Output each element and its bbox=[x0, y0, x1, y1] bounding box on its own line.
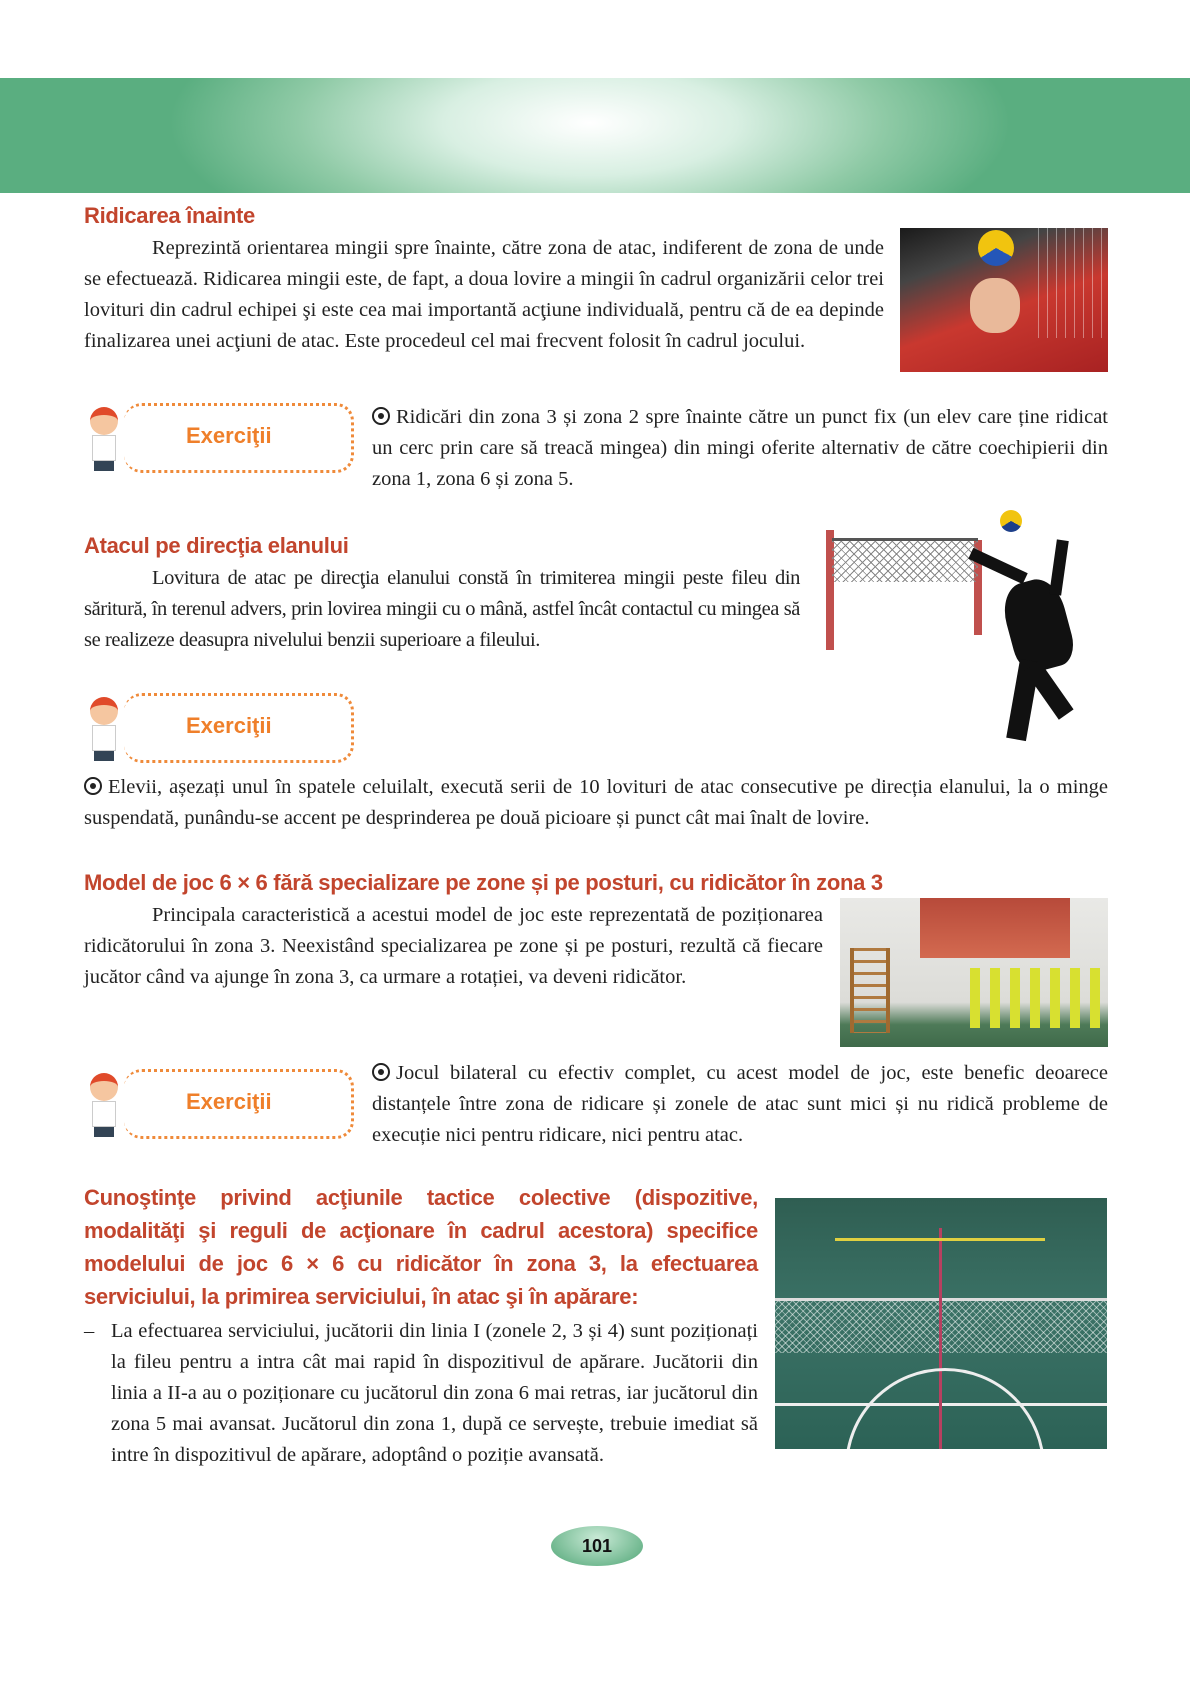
exercise-label: Exerciţii bbox=[186, 423, 272, 448]
exercise-text: Jocul bilateral cu efectiv complet, cu acest model de joc, este benefic deoarece distanțele între zona de ridicare și zonele de atac sunt mici și nu ridică probleme de execuție nici pentru ridicare, nici pentru atac. bbox=[372, 1062, 1108, 1146]
page-number: 101 bbox=[551, 1526, 643, 1566]
bullet-text: La efectuarea serviciului, jucătorii din linia I (zonele 2, 3 și 4) sunt poziționați la fileu pentru a intra cât mai rapid în dispozitivul de apărare. Jucătorii din linia a II-a au o poziționare cu jucătorul din zona 6 mai retras, iar jucătorul din zona 5 mai avansat. Jucătorul din zona 1, după ce servește, trebuie imediat să intre în dispozitivul de apărare, adoptând o poziție avansată. bbox=[111, 1320, 758, 1466]
photo-volleyball-court bbox=[775, 1198, 1107, 1449]
bullet-dash: – bbox=[84, 1320, 95, 1342]
header-banner bbox=[0, 78, 1190, 193]
paragraph-ridicarea: Reprezintă orientarea mingii spre înainte, către zona de atac, indiferent de zona de unde se efectuează. Ridicarea mingii este, de fapt, a doua lovire a mingii în cadrul organizării celor trei lovituri din cadrul echipei şi este cea mai importantă acţiune individuală, pentru că de ea depinde finalizarea unei acţiuni de atac. Este procedeul cel mai frecvent folosit în cadrul jocului. bbox=[84, 237, 884, 352]
photo-gym-team bbox=[840, 898, 1108, 1047]
illustration-attack-silhouette bbox=[818, 480, 1098, 757]
exercise-label: Exerciţii bbox=[186, 1089, 272, 1114]
volleyball-icon bbox=[84, 777, 102, 795]
heading-model-joc: Model de joc 6 × 6 fără specializare pe zone și pe posturi, cu ridicător în zona 3 bbox=[84, 870, 883, 895]
heading-atacul: Atacul pe direcţia elanului bbox=[84, 533, 349, 558]
exercise-text-3 bbox=[372, 1058, 1108, 1151]
volleyball-icon bbox=[372, 407, 390, 425]
exercise-text: Ridicări din zona 3 și zona 2 spre înainte către un punct fix (un elev care ține ridicat un cerc prin care să treacă mingea) din mingi oferite alternativ de către coechipierii din zona 1, zona 6 și zona 5. bbox=[372, 406, 1108, 490]
exercise-badge-3 bbox=[84, 1069, 356, 1141]
paragraph-atacul: Lovitura de atac pe direcţia elanului constă în trimiterea mingii peste fileu din săritură, în terenul advers, prin lovirea mingii cu o mână, astfel încât contactul cu mingea să se realizeze deasupra nivelului benzii superioare a fileului. bbox=[84, 567, 800, 651]
heading-ridicarea: Ridicarea înainte bbox=[84, 203, 255, 228]
paragraph-model-joc: Principala caracteristică a acestui model de joc este reprezentată de poziționarea ridicătorului în zona 3. Neexistând specializarea pe zone și pe posturi, rezultă că fiecare jucător când va ajunge în zona 3, ca urmare a rotației, va deveni ridicător. bbox=[84, 904, 823, 988]
exercise-text: Elevii, așezați unul în spatele celuilalt, execută serii de 10 lovituri de atac consecutive pe direcția elanului, la o minge suspendată, punându-se accent pe desprinderea pe două picioare și punct cât mai înalt de lovire. bbox=[84, 776, 1108, 829]
bullet-item bbox=[84, 1316, 758, 1471]
heading-cunostinte: Cunoştinţe privind acţiunile tactice colective (dispozitive, modalităţi şi reguli de acţionare în cadrul acestora) specifice modelului de joc 6 × 6 cu ridicător în zona 3, la efectuarea serviciului, la primirea serviciului, în atac şi în apărare: bbox=[84, 1185, 758, 1309]
exercise-badge-2 bbox=[84, 693, 356, 765]
volleyball-icon bbox=[372, 1063, 390, 1081]
exercise-badge-1 bbox=[84, 403, 356, 475]
exercise-text-2 bbox=[84, 772, 1108, 834]
exercise-label: Exerciţii bbox=[186, 713, 272, 738]
photo-setter bbox=[900, 228, 1108, 372]
